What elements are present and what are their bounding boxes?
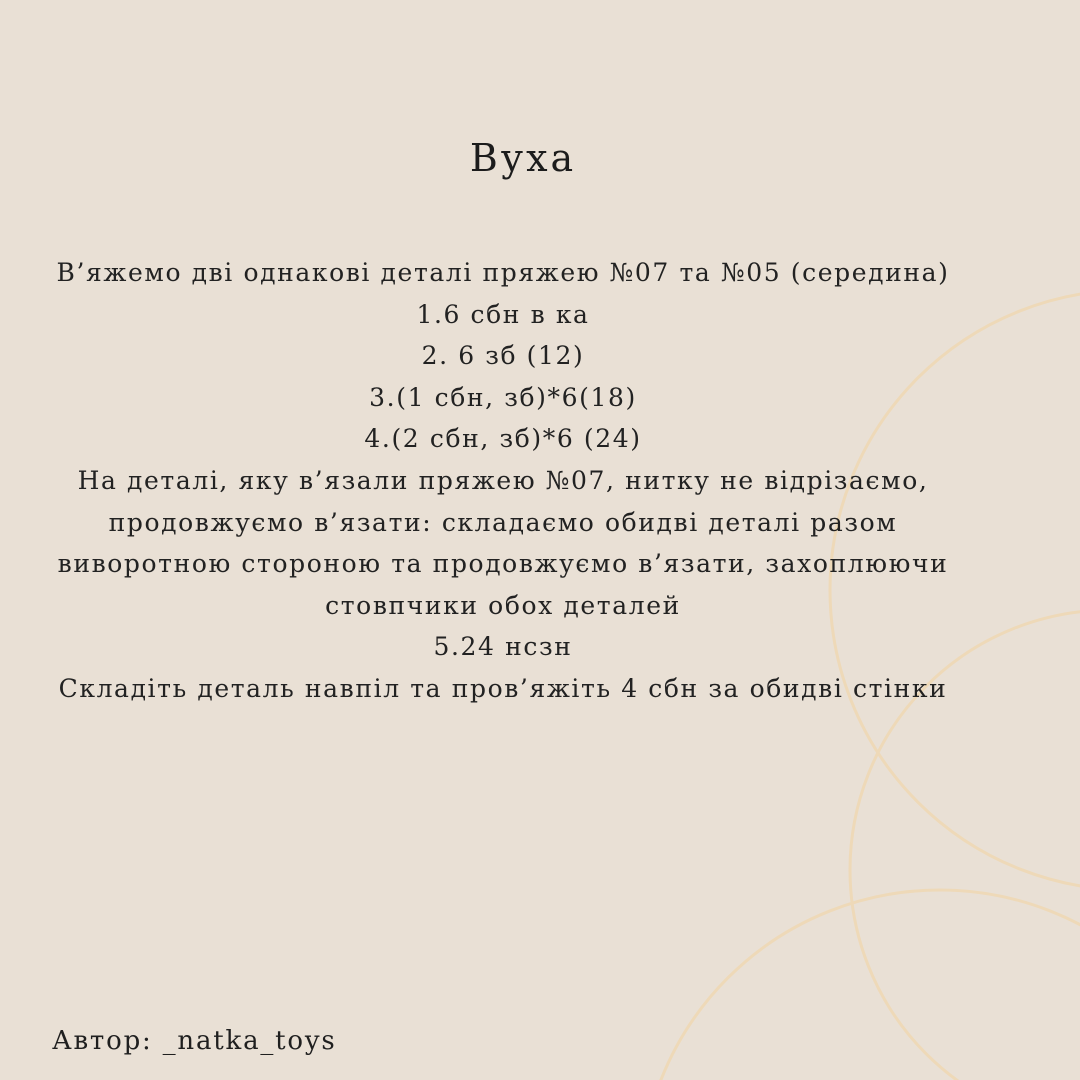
instruction-line: Складіть деталь навпіл та пров’яжіть 4 сбн за обидві стінки (58, 673, 948, 703)
author-credit: Автор: _natka_toys (52, 1026, 337, 1056)
page-title: Вуха (469, 136, 577, 180)
instruction-line: На деталі, яку в’язали пряжею №07, нитку не відрізаємо, (77, 465, 929, 495)
instruction-line: 5.24 нсзн (433, 632, 573, 662)
instructions-text (10, 252, 996, 710)
instruction-line: виворотною стороною та продовжуємо в’язати, захоплюючи (57, 549, 949, 579)
instruction-line: стовпчики обох деталей (325, 590, 681, 620)
instruction-line: 1.6 сбн в ка (416, 299, 590, 329)
instruction-line: продовжуємо в’язати: складаємо обидві деталі разом (108, 507, 898, 537)
instruction-line: 3.(1 сбн, зб)*6(18) (369, 382, 637, 412)
instruction-line: 2. 6 зб (12) (421, 341, 585, 371)
decor-circle-lower (640, 890, 1080, 1080)
instruction-line: В’яжемо дві однакові деталі пряжею №07 та №05 (середина) (56, 258, 950, 287)
instruction-line: 4.(2 сбн, зб)*6 (24) (364, 424, 642, 454)
